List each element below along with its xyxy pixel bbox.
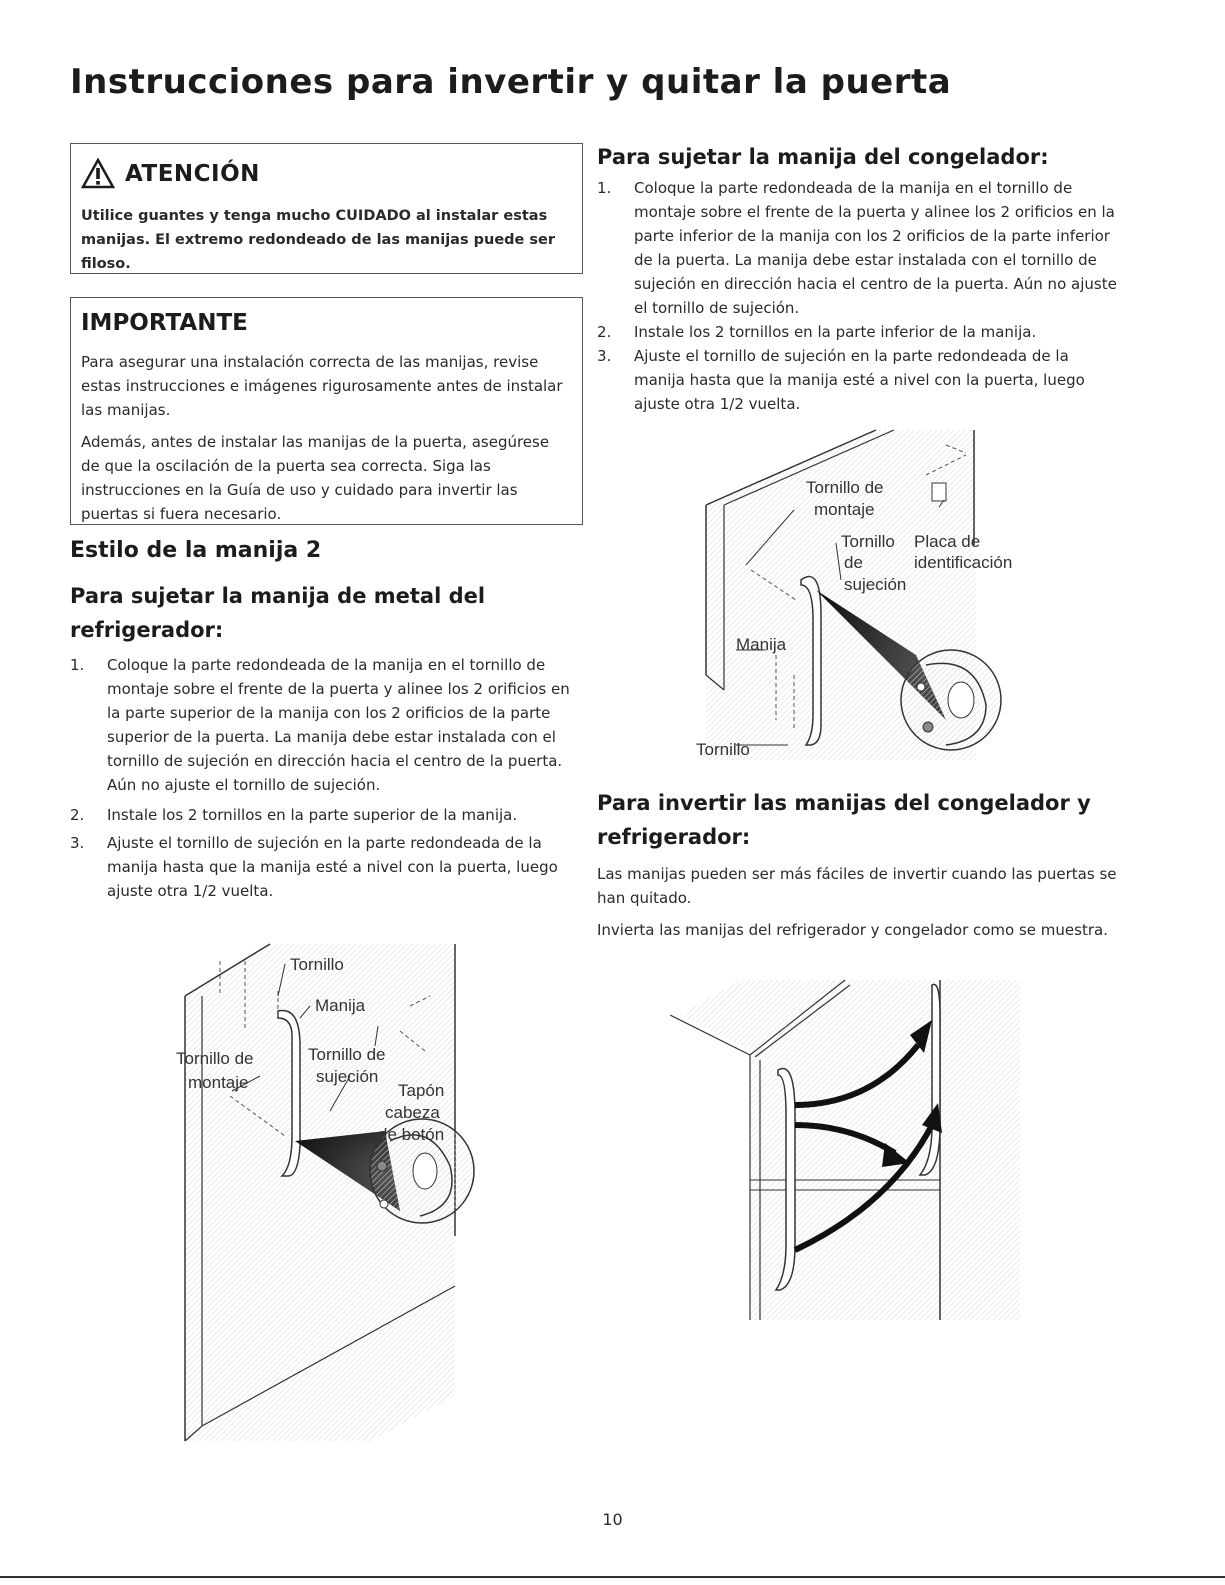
- fig1-label-sujecion-2: sujeción: [316, 1067, 379, 1086]
- fig1-label-montaje-1: Tornillo de: [176, 1049, 254, 1068]
- step-text: Ajuste el tornillo de sujeción en la parte redondeada de la manija hasta que la manija esté a nivel con la puerta, luego ajuste otra 1/2 vuelta.: [107, 834, 558, 900]
- list-item: [70, 831, 570, 903]
- page-title: Instrucciones para invertir y quitar la puerta: [70, 62, 952, 102]
- step-number: 1.: [597, 179, 612, 197]
- fig2-label-manija: Manija: [736, 635, 787, 654]
- reverse-section: [597, 786, 1117, 950]
- fridge-steps: [70, 653, 570, 903]
- step-text: Instale los 2 tornillos en la parte inferior de la manija.: [634, 323, 1037, 341]
- reverse-heading-line2: refrigerador:: [597, 825, 751, 849]
- fig2-label-placa-2: identificación: [914, 553, 1013, 572]
- step-text: Instale los 2 tornillos en la parte superior de la manija.: [107, 806, 518, 824]
- step-text: Ajuste el tornillo de sujeción en la parte redondeada de la manija hasta que la manija esté a nivel con la puerta, luego ajuste otra 1/2 vuelta.: [634, 347, 1085, 413]
- caution-title: ATENCIÓN: [125, 161, 260, 187]
- fridge-heading-line2: refrigerador:: [70, 618, 224, 642]
- fig1-label-tapon-3: de botón: [378, 1125, 445, 1144]
- fig1-label-sujecion-1: Tornillo de: [308, 1045, 386, 1064]
- fig1-label-montaje-2: montaje: [188, 1073, 249, 1092]
- caution-text: Utilice guantes y tenga mucho CUIDADO al instalar estas manijas. El extremo redondeado de las manijas puede ser filoso.: [81, 208, 556, 272]
- left-column: [70, 538, 570, 903]
- fig2-label-montaje-2: montaje: [814, 500, 875, 519]
- important-title: IMPORTANTE: [81, 310, 248, 336]
- list-item: [597, 176, 1117, 320]
- fig1-label-tapon-2: cabeza: [385, 1103, 440, 1122]
- reverse-paragraph-2: Invierta las manijas del refrigerador y congelador como se muestra.: [597, 921, 1108, 939]
- step-number: 1.: [70, 656, 85, 674]
- fig2-label-sujecion-2: de: [844, 553, 863, 572]
- reverse-handles-figure: [670, 975, 1030, 1335]
- step-number: 2.: [597, 323, 612, 341]
- fridge-handle-figure: [160, 936, 515, 1456]
- step-number: 3.: [597, 347, 612, 365]
- step-text: Coloque la parte redondeada de la manija en el tornillo de montaje sobre el frente de la puerta y alinee los 2 orificios en la parte superior de la manija con los 2 orificios de la parte superior de la puerta. La manija debe estar instalada con el tornillo de sujeción en dirección hacia el centro de la puerta. Aún no ajuste el tornillo de sujeción.: [107, 656, 570, 794]
- freezer-steps: [597, 176, 1117, 416]
- list-item: [597, 320, 1117, 344]
- list-item: [597, 344, 1117, 416]
- list-item: [70, 803, 570, 827]
- list-item: [70, 653, 570, 797]
- reverse-heading-line1: Para invertir las manijas del congelador y: [597, 791, 1091, 815]
- page-number: 10: [602, 1510, 623, 1529]
- right-column: [597, 140, 1117, 416]
- step-number: 2.: [70, 806, 85, 824]
- freezer-handle-figure: [676, 425, 1026, 765]
- fridge-heading-line1: Para sujetar la manija de metal del: [70, 584, 486, 608]
- bottom-rule: [0, 1576, 1225, 1578]
- warning-icon: [81, 158, 115, 190]
- fig2-label-montaje-1: Tornillo de: [806, 478, 884, 497]
- step-number: 3.: [70, 834, 85, 852]
- caution-box: [70, 143, 583, 274]
- reverse-paragraph-1: Las manijas pueden ser más fáciles de invertir cuando las puertas se han quitado.: [597, 865, 1117, 907]
- fig2-label-tornillo: Tornillo: [696, 740, 750, 759]
- fig1-label-tapon-1: Tapón: [398, 1081, 445, 1100]
- fig1-label-tornillo: Tornillo: [290, 955, 344, 974]
- fig1-label-manija: Manija: [315, 996, 366, 1015]
- fig2-label-sujecion-3: sujeción: [844, 575, 907, 594]
- fig2-label-sujecion-1: Tornillo: [841, 532, 895, 551]
- caution-header: [81, 158, 572, 190]
- important-paragraph-2: Además, antes de instalar las manijas de la puerta, asegúrese de que la oscilación de la puerta sea correcta. Siga las instrucciones en la Guía de uso y cuidado para invertir las puertas si fuera necesario.: [81, 433, 550, 523]
- fig2-label-placa-1: Placa de: [914, 532, 981, 551]
- step-text: Coloque la parte redondeada de la manija en el tornillo de montaje sobre el frente de la puerta y alinee los 2 orificios en la parte inferior de la manija con los 2 orificios de la parte inferior de la puerta. La manija debe estar instalada con el tornillo de sujeción en dirección hacia el centro de la puerta. Aún no ajuste el tornillo de sujeción.: [634, 179, 1117, 317]
- important-paragraph-1: Para asegurar una instalación correcta de las manijas, revise estas instrucciones e imágenes rigurosamente antes de instalar las manijas.: [81, 353, 563, 419]
- important-box: [70, 297, 583, 525]
- style-heading: Estilo de la manija 2: [70, 538, 322, 563]
- freezer-heading: Para sujetar la manija del congelador:: [597, 145, 1049, 169]
